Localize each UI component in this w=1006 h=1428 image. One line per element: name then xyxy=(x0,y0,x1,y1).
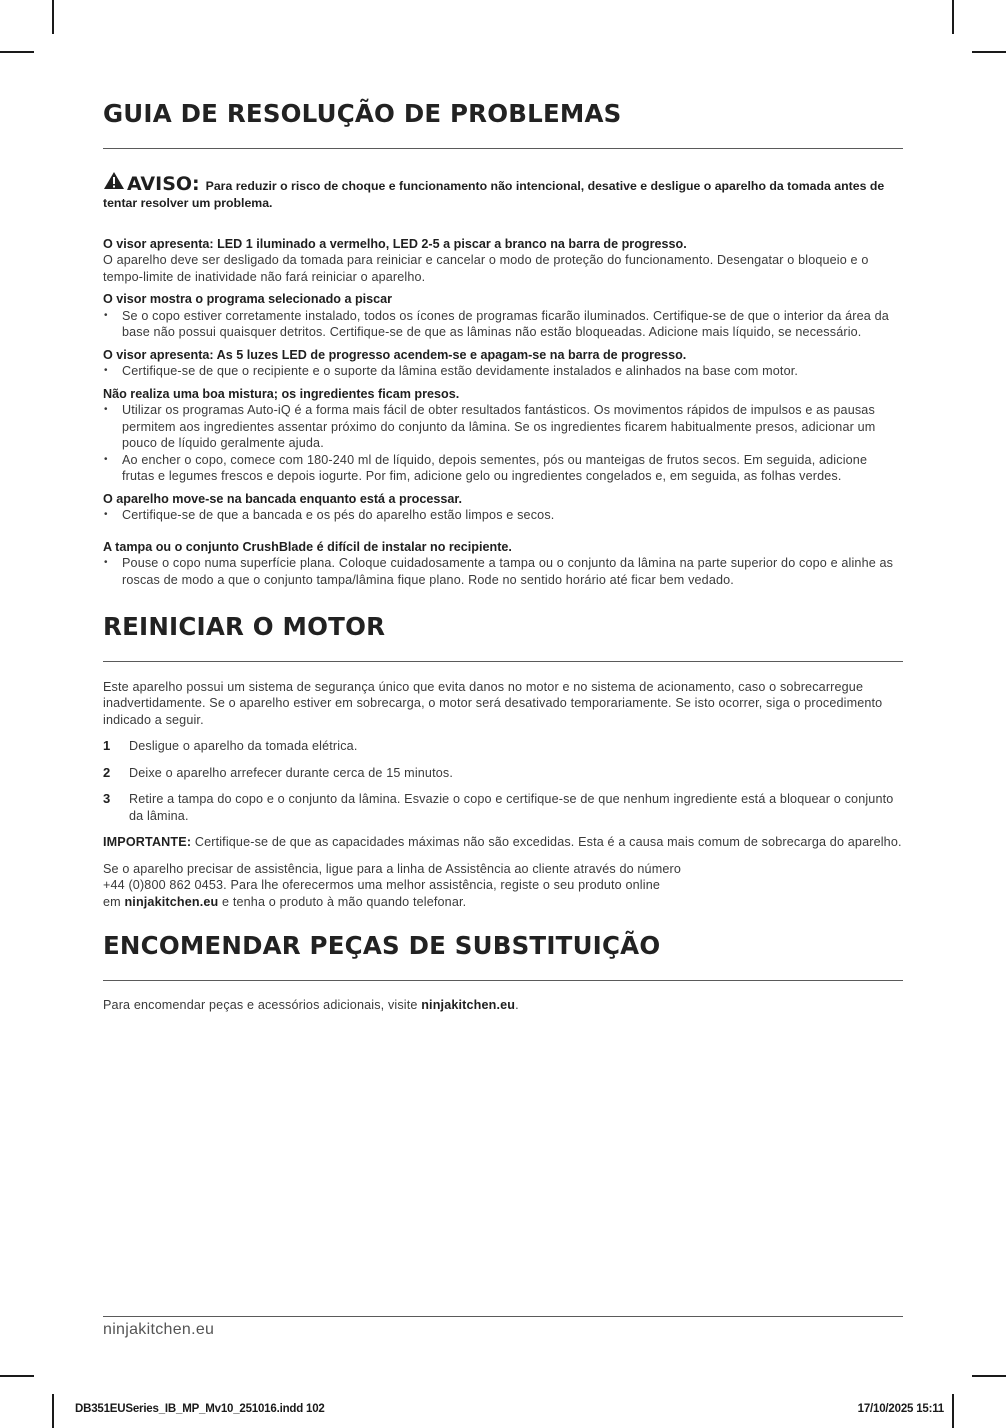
assistance-line: +44 (0)800 862 0453. Para lhe oferecermos uma melhor assistência, registe o seu produto online xyxy=(103,878,661,892)
page-content xyxy=(103,98,903,1013)
parts-text xyxy=(103,997,903,1014)
footer-divider xyxy=(103,1316,903,1317)
warning-text: Para reduzir o risco de choque e funcionamento não intencional, desative e desligue o aparelho da tomada antes de tentar resolver um problema. xyxy=(103,178,885,210)
crop-mark xyxy=(972,1375,1006,1377)
troubleshoot-answer: O aparelho deve ser desligado da tomada para reiniciar e cancelar o modo de proteção do funcionamento. Desengatar o bloqueio e o tempo-limite de inatividade não fará reiniciar o aparelho. xyxy=(103,253,869,284)
troubleshoot-item xyxy=(103,347,903,380)
troubleshoot-item xyxy=(103,236,903,286)
bullet-item: • Utilizar os programas Auto-iQ é a forma mais fácil de obter resultados fantásticos. Os movimentos rápidos de impulsos e as pausas permitem aos ingredientes assentar próximo do conjunto da lâmina. Se os ingredientes ficarem habitualmente presos, adicionar um pouco de líquido geralmente ajuda. xyxy=(103,402,903,452)
step-item xyxy=(103,765,903,782)
step-number: 2 xyxy=(103,764,111,780)
bullet-list xyxy=(103,555,903,588)
reset-steps xyxy=(103,738,903,824)
crop-mark xyxy=(972,51,1006,53)
step-number: 3 xyxy=(103,791,111,806)
bullet-item: • Pouse o copo numa superfície plana. Coloque cuidadosamente a tampa ou o conjunto da lâmina na parte superior do copo e alinhe as roscas de modo a que o conjunto tampa/lâmina fique plano. Rode no sentido horário até ficar bem vedado. xyxy=(103,555,903,588)
parts-text-tail: . xyxy=(515,997,519,1012)
troubleshoot-question: Não realiza uma boa mistura; os ingredientes ficam presos. xyxy=(103,386,460,401)
bullet-list xyxy=(103,507,903,524)
step-text: Deixe o aparelho arrefecer durante cerca de 15 minutos. xyxy=(129,765,453,780)
troubleshoot-question: O visor apresenta: LED 1 iluminado a vermelho, LED 2-5 a piscar a branco na barra de progresso. xyxy=(103,236,687,251)
bullet-list xyxy=(103,308,903,341)
troubleshoot-question: O aparelho move-se na bancada enquanto está a processar. xyxy=(103,491,463,506)
assistance-prefix: em xyxy=(103,894,121,909)
bullet-item: • Certifique-se de que o recipiente e o suporte da lâmina estão devidamente instalados e alinhados na base com motor. xyxy=(103,363,903,380)
troubleshooting-title: GUIA DE RESOLUÇÃO DE PROBLEMAS xyxy=(103,99,622,128)
troubleshoot-item xyxy=(103,291,903,341)
step-text: Desligue o aparelho da tomada elétrica. xyxy=(129,739,358,753)
section-divider xyxy=(103,148,903,149)
warning-label: AVISO: xyxy=(127,172,200,195)
reset-intro: Este aparelho possui um sistema de segurança único que evita danos no motor e no sistema de acionamento, caso o sobrecarregue inadvertidamente. Se o aparelho estiver em sobrecarga, o motor será desativado temporariamente. Se isto ocorrer, siga o procedimento indicado a seguir. xyxy=(103,679,883,727)
assistance-note xyxy=(103,861,903,911)
important-note xyxy=(103,834,903,851)
assistance-line xyxy=(103,894,903,911)
troubleshoot-item xyxy=(103,539,903,589)
crop-mark xyxy=(952,1394,954,1428)
crop-mark xyxy=(52,1394,54,1428)
bullet-list xyxy=(103,363,903,380)
reset-title: REINICIAR O MOTOR xyxy=(103,612,386,641)
troubleshoot-item xyxy=(103,491,903,524)
parts-title: ENCOMENDAR PEÇAS DE SUBSTITUIÇÃO xyxy=(103,931,661,960)
bullet-item: • Se o copo estiver corretamente instalado, todos os ícones de programas ficarão iluminados. Certifique-se de que o interior da área da base não possui quaisquer detritos. Certifique-se de que as lâminas não estão bloqueadas. Adicione mais líquido, se necessário. xyxy=(103,308,903,341)
troubleshoot-question: O visor apresenta: As 5 luzes LED de progresso acendem-se e apagam-se na barra de progresso. xyxy=(103,347,687,362)
step-item xyxy=(103,738,903,755)
step-text: Retire a tampa do copo e o conjunto da lâmina. Esvazie o copo e certifique-se de que nenhum ingrediente está a bloquear o conjunto da lâmina. xyxy=(129,792,894,823)
important-label: IMPORTANTE: xyxy=(103,835,192,849)
warning-triangle-icon xyxy=(103,171,125,190)
crop-mark xyxy=(52,0,54,34)
print-slug-file: DB351EUSeries_IB_MP_Mv10_251016.indd 102 xyxy=(75,1403,325,1415)
crop-mark xyxy=(952,0,954,34)
bullet-list xyxy=(103,402,903,485)
troubleshoot-item xyxy=(103,386,903,485)
step-number: 1 xyxy=(103,738,111,753)
step-item xyxy=(103,791,903,824)
crop-mark xyxy=(0,51,34,53)
troubleshoot-question: A tampa ou o conjunto CrushBlade é difícil de instalar no recipiente. xyxy=(103,539,512,554)
section-divider xyxy=(103,661,903,662)
parts-text-body: Para encomendar peças e acessórios adicionais, visite xyxy=(103,997,418,1012)
section-divider xyxy=(103,980,903,981)
print-slug-date: 17/10/2025 15:11 xyxy=(857,1403,944,1415)
footer-url: ninjakitchen.eu xyxy=(103,1321,215,1338)
warning-block xyxy=(103,171,903,212)
bullet-item: • Ao encher o copo, comece com 180-240 ml de líquido, depois sementes, pós ou manteigas de frutos secos. Em seguida, adicione frutas e legumes frescos e depois iogurte. Por fim, adicione gelo ou ingredientes congelados e, em seguida, as folhas verdes. xyxy=(103,452,903,485)
warning-head xyxy=(103,171,206,193)
assistance-line: Se o aparelho precisar de assistência, ligue para a linha de Assistência ao cliente através do número xyxy=(103,861,682,876)
bullet-item: • Certifique-se de que a bancada e os pés do aparelho estão limpos e secos. xyxy=(103,507,903,524)
important-text: Certifique-se de que as capacidades máximas não são excedidas. Esta é a causa mais comum de sobrecarga do aparelho. xyxy=(194,835,902,849)
crop-mark xyxy=(0,1375,34,1377)
support-link[interactable]: ninjakitchen.eu xyxy=(124,894,219,909)
troubleshoot-question: O visor mostra o programa selecionado a piscar xyxy=(103,292,393,306)
assistance-suffix: e tenha o produto à mão quando telefonar. xyxy=(222,894,467,909)
parts-link[interactable]: ninjakitchen.eu xyxy=(421,997,516,1012)
